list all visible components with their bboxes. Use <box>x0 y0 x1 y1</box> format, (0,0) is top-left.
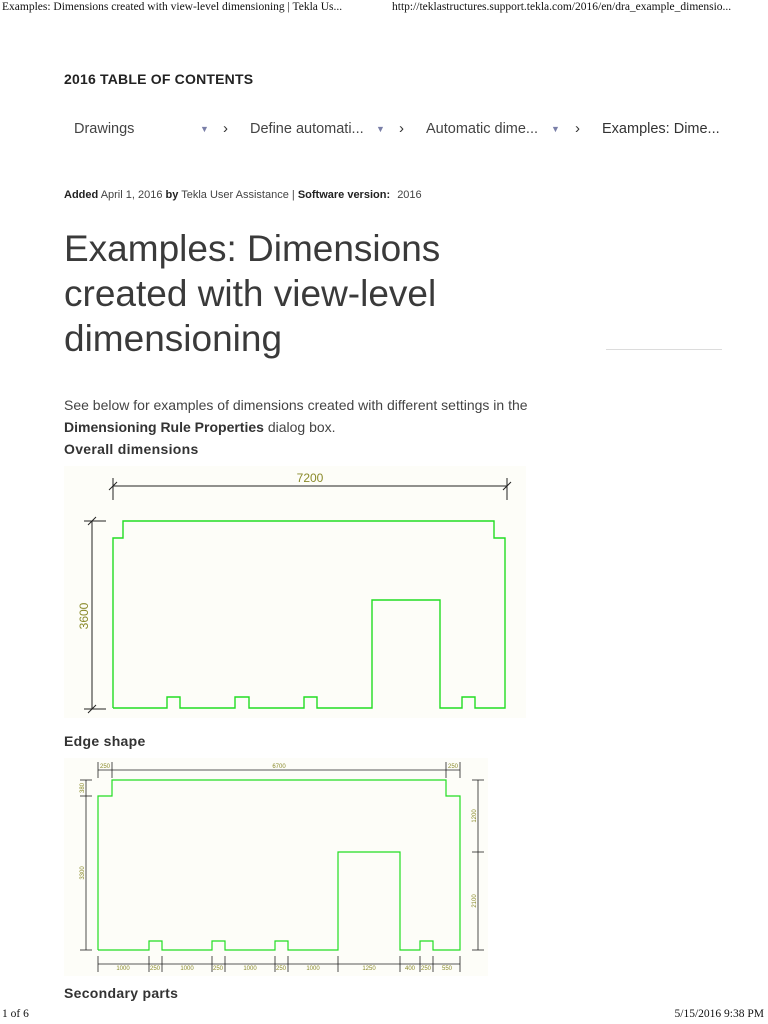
sidebar-divider <box>606 349 722 350</box>
top-dimension-label: 250 <box>99 764 111 770</box>
section-heading-overall-dimensions: Overall dimensions <box>64 441 199 457</box>
bottom-dimension-label: 1250 <box>362 966 376 972</box>
table-of-contents-link[interactable]: 2016 TABLE OF CONTENTS <box>64 71 254 87</box>
section-heading-edge-shape: Edge shape <box>64 733 146 749</box>
top-dimension-label: 6700 <box>272 764 286 770</box>
bottom-dimension-label: 250 <box>275 966 287 972</box>
added-label: Added <box>64 189 99 201</box>
chevron-right-icon: › <box>223 120 228 137</box>
right-dimension-label: 1200 <box>472 809 478 823</box>
article-meta <box>64 189 422 201</box>
breadcrumb-item-current <box>602 114 734 144</box>
breadcrumb-item-automatic-dimensioning[interactable] <box>426 114 566 144</box>
meta-separator: | <box>291 189 295 201</box>
author: Tekla User Assistance <box>181 189 289 201</box>
print-header <box>0 0 768 18</box>
bottom-dimension-label: 1000 <box>306 966 320 972</box>
bottom-dimension-label: 1000 <box>180 966 194 972</box>
print-datetime: 5/15/2016 9:38 PM <box>674 1008 764 1020</box>
width-dimension-label: 7200 <box>296 471 324 485</box>
dropdown-caret-icon: ▼ <box>200 124 209 134</box>
added-date: April 1, 2016 <box>100 189 163 201</box>
right-dimension-label: 2100 <box>472 894 478 908</box>
chevron-right-icon: › <box>399 120 404 137</box>
bottom-dimension-label: 1000 <box>243 966 257 972</box>
bottom-dimension-label: 400 <box>404 966 416 972</box>
page-title: Examples: Dimensions created with view-level dimensioning <box>64 228 441 359</box>
edge-shape-figure <box>64 758 488 976</box>
intro-bold-term: Dimensioning Rule Properties <box>64 419 264 435</box>
section-heading-secondary-parts: Secondary parts <box>64 985 179 1001</box>
dropdown-caret-icon: ▼ <box>376 124 385 134</box>
print-header-url: http://teklastructures.support.tekla.com/2016/en/dra_example_dimensio... <box>392 1 732 13</box>
breadcrumb-item-define-automatic[interactable] <box>250 114 390 144</box>
breadcrumb <box>64 114 734 144</box>
dropdown-caret-icon: ▼ <box>551 124 560 134</box>
breadcrumb-label: Automatic dime... <box>426 121 539 137</box>
intro-text-end: dialog box. <box>267 419 336 435</box>
left-dimension-label: 3300 <box>80 866 86 880</box>
page-number: 1 of 6 <box>2 1008 29 1020</box>
bottom-dimension-label: 250 <box>212 966 224 972</box>
breadcrumb-item-drawings[interactable] <box>74 114 214 144</box>
chevron-right-icon: › <box>575 120 580 137</box>
print-header-title: Examples: Dimensions created with view-level dimensioning | Tekla Us... <box>2 1 343 13</box>
left-dimension-label: 380 <box>80 782 86 794</box>
software-version-label: Software version: <box>297 189 391 201</box>
intro-text: See below for examples of dimensions created with different settings in the <box>64 397 528 413</box>
bottom-dimension-label: 250 <box>420 966 432 972</box>
print-footer <box>0 1006 768 1024</box>
top-dimension-label: 250 <box>447 764 459 770</box>
bottom-dimension-label: 250 <box>149 966 161 972</box>
bottom-dimension-label: 1000 <box>116 966 130 972</box>
intro-paragraph <box>64 394 564 438</box>
breadcrumb-label: Define automati... <box>250 121 364 137</box>
height-dimension-label: 3600 <box>77 602 91 630</box>
breadcrumb-label: Drawings <box>74 121 135 137</box>
overall-dimensions-figure <box>64 466 526 718</box>
breadcrumb-label: Examples: Dime... <box>602 121 720 137</box>
by-label: by <box>165 189 179 201</box>
software-version: 2016 <box>397 189 422 201</box>
bottom-dimension-label: 550 <box>441 966 453 972</box>
